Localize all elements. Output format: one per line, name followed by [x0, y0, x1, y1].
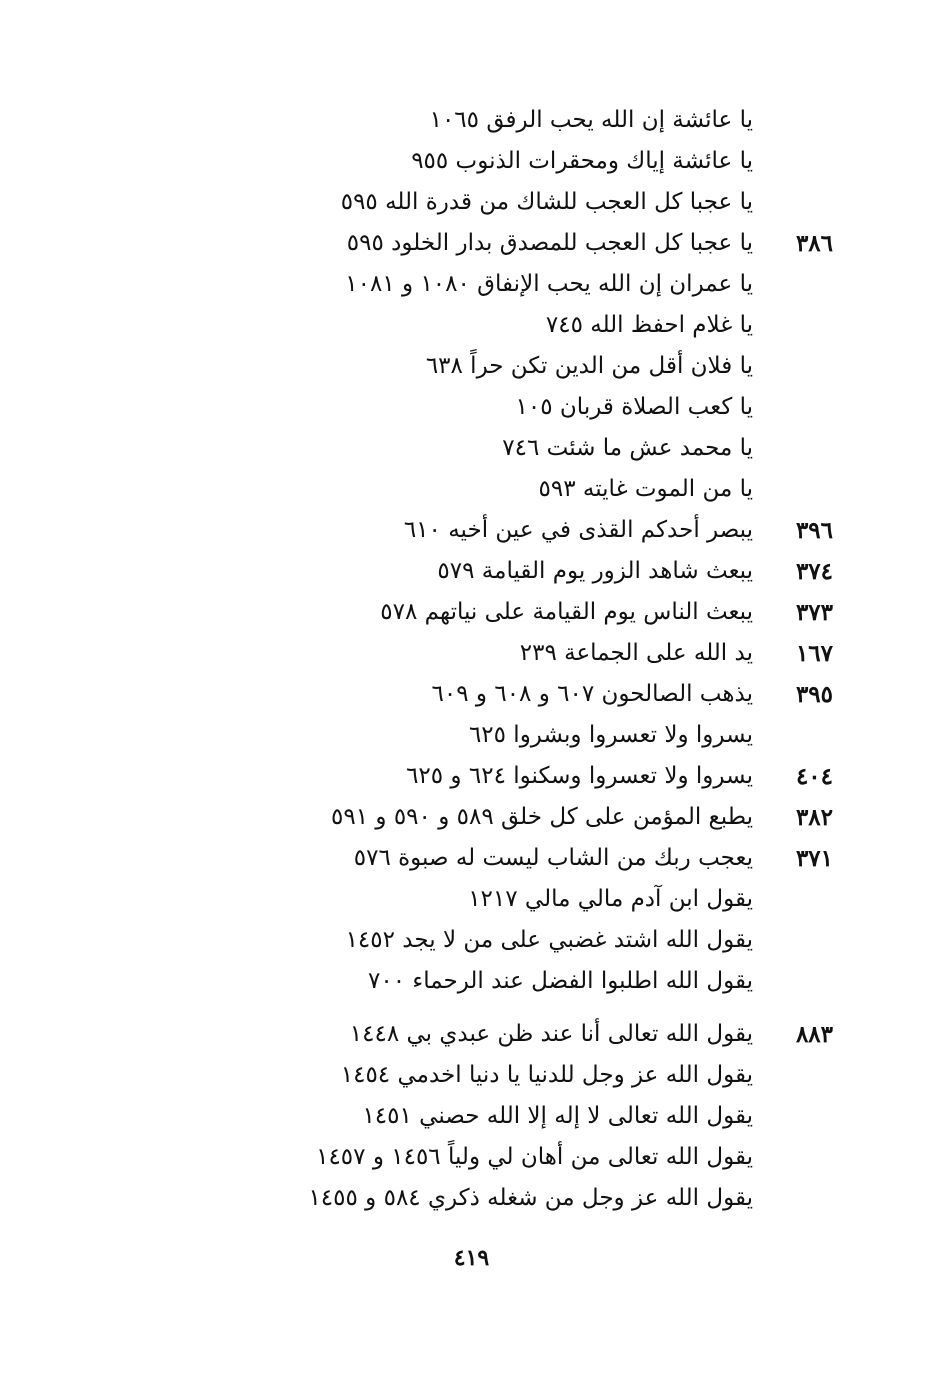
- index-entry: [133, 469, 833, 510]
- entry-reference-number: ٣٧٣: [795, 599, 833, 626]
- entry-reference-number: ٣٨٢: [795, 804, 833, 831]
- entry-text: يعجب ربك من الشاب ليست له صبوة ٥٧٦: [353, 845, 753, 871]
- index-entry: [133, 756, 833, 797]
- entry-reference-number: ٣٨٦: [795, 230, 833, 257]
- entry-text: يقول الله اشتد غضبي على من لا يجد ١٤٥٢: [345, 927, 753, 953]
- entry-reference-number: ٤٠٤: [795, 763, 833, 790]
- entry-text: يقول الله تعالى من أهان لي ولياً ١٤٥٦ و ١٤٥٧: [316, 1144, 753, 1170]
- entry-reference-number: ١٦٧: [795, 640, 833, 667]
- entry-text: يقول الله تعالى أنا عند ظن عبدي بي ١٤٤٨: [349, 1021, 753, 1047]
- index-entry: [133, 387, 833, 428]
- index-entry: [133, 1178, 833, 1219]
- entry-text: يا عائشة إن الله يحب الرفق ١٠٦٥: [429, 107, 753, 133]
- entry-reference-number: ٣٧٤: [795, 558, 833, 585]
- entry-text: يذهب الصالحون ٦٠٧ و ٦٠٨ و ٦٠٩: [431, 681, 753, 707]
- index-entry: [133, 141, 833, 182]
- index-entry: [133, 305, 833, 346]
- index-entry: [133, 1137, 833, 1178]
- index-entry: [133, 592, 833, 633]
- index-entry: [133, 633, 833, 674]
- entry-reference-number: ٨٨٣: [795, 1021, 833, 1048]
- page-number: ٤١٩: [453, 1245, 490, 1271]
- entry-text: يا عجبا كل العجب للمصدق بدار الخلود ٥٩٥: [346, 230, 753, 256]
- entry-text: يبصر أحدكم القذى في عين أخيه ٦١٠: [403, 517, 753, 543]
- index-entry: [133, 674, 833, 715]
- entry-text: يا محمد عش ما شئت ٧٤٦: [502, 435, 753, 461]
- index-entry: [133, 838, 833, 879]
- entry-text: يسروا ولا تعسروا وسكنوا ٦٢٤ و ٦٢٥: [406, 763, 753, 789]
- index-entry: [133, 920, 833, 961]
- entry-text: يطبع المؤمن على كل خلق ٥٨٩ و ٥٩٠ و ٥٩١: [331, 804, 753, 830]
- entry-reference-number: ٣٩٥: [795, 681, 833, 708]
- index-entry: [133, 1055, 833, 1096]
- entry-text: يبعث شاهد الزور يوم القيامة ٥٧٩: [437, 558, 753, 584]
- index-entry: [133, 510, 833, 551]
- index-entry: [133, 715, 833, 756]
- entry-text: يا فلان أقل من الدين تكن حراً ٦٣٨: [425, 353, 753, 379]
- index-entry: [133, 551, 833, 592]
- entry-text: يد الله على الجماعة ٢٣٩: [519, 640, 753, 666]
- index-entry: [133, 100, 833, 141]
- index-entry: [133, 428, 833, 469]
- index-entry: [133, 879, 833, 920]
- entry-text: يقول الله عز وجل للدنيا يا دنيا اخدمي ١٤٥٤: [340, 1062, 753, 1088]
- entry-text: يا غلام احفظ الله ٧٤٥: [545, 312, 753, 338]
- entry-text: يا كعب الصلاة قربان ١٠٥: [515, 394, 753, 420]
- index-entry: [133, 961, 833, 1002]
- entry-text: يسروا ولا تعسروا وبشروا ٦٢٥: [468, 722, 753, 748]
- entry-text: يا عائشة إياك ومحقرات الذنوب ٩٥٥: [411, 148, 753, 174]
- entry-text: يقول الله تعالى لا إله إلا الله حصني ١٤٥١: [362, 1103, 753, 1129]
- entry-text: يا عجبا كل العجب للشاك من قدرة الله ٥٩٥: [340, 189, 753, 215]
- index-entries-list: [133, 100, 833, 1219]
- index-entry: [133, 264, 833, 305]
- index-entry: [133, 223, 833, 264]
- index-entry: [133, 1014, 833, 1055]
- index-entry: [133, 182, 833, 223]
- index-entry: [133, 1096, 833, 1137]
- entry-reference-number: ٣٩٦: [795, 517, 833, 544]
- entry-text: يا من الموت غايته ٥٩٣: [538, 476, 753, 502]
- entry-text: يبعث الناس يوم القيامة على نياتهم ٥٧٨: [380, 599, 753, 625]
- entry-text: يا عمران إن الله يحب الإنفاق ١٠٨٠ و ١٠٨١: [345, 271, 753, 297]
- entry-text: يقول ابن آدم مالي مالي ١٢١٧: [468, 886, 753, 912]
- entry-text: يقول الله اطلبوا الفضل عند الرحماء ٧٠٠: [368, 968, 753, 994]
- entry-reference-number: ٣٧١: [795, 845, 833, 872]
- index-entry: [133, 797, 833, 838]
- index-entry: [133, 346, 833, 387]
- entry-text: يقول الله عز وجل من شغله ذكري ٥٨٤ و ١٤٥٥: [308, 1185, 753, 1211]
